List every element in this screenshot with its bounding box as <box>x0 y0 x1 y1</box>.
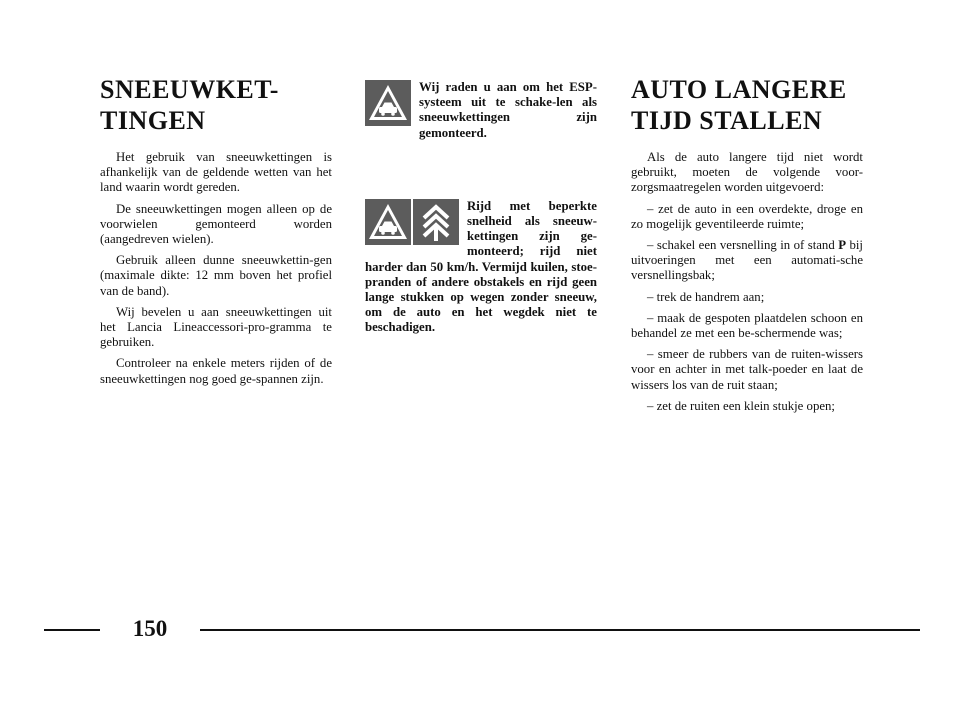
title-line: SNEEUWKET- <box>100 75 279 104</box>
paragraph: De sneeuwkettingen mogen alleen op de voorwielen gemonteerd worden (aangedreven wielen). <box>100 201 332 247</box>
paragraph: Wij bevelen u aan sneeuwkettingen uit het Lancia Lineaccessori-pro-gramma te gebruiken. <box>100 304 332 350</box>
warning-text: Rijd met beperkte snelheid als sneeuw-kettingen zijn ge-monteerd; rijd niet harder dan 50 km/h. Vermijd kuilen, stoe-pranden of andere obstakels en rijd geen lange stukken op wegen zonder sneeuw, om de auto en het wegdek niet te beschadigen. <box>365 198 597 335</box>
column-snow-chains <box>100 74 332 393</box>
list-item: – trek de handrem aan; <box>647 289 765 304</box>
warning-icon-group <box>365 199 459 245</box>
title-line: TIJD STALLEN <box>631 106 823 135</box>
column-warnings <box>365 74 597 336</box>
paragraph: Gebruik alleen dunne sneeuwkettin-gen (maximale dikte: 12 mm boven het profiel van de band). <box>100 253 332 298</box>
section-title-snow-chains <box>100 74 332 136</box>
warning-icon-group <box>365 80 411 126</box>
list-item: – zet de auto in een overdekte, droge en zo mogelijk geventileerde ruimte; <box>631 201 863 231</box>
column-long-storage <box>631 74 863 420</box>
warning-box-esp <box>365 80 597 141</box>
paragraph: Het gebruik van sneeuwkettingen is afhankelijk van de geldende wetten van het land waarin wordt gereden. <box>100 150 332 195</box>
warning-text: Wij raden u aan om het ESP-systeem uit te schake-len als sneeuwkettingen zijn gemonteerd. <box>419 80 597 140</box>
page-footer <box>44 614 920 644</box>
paragraph: Controleer na enkele meters rijden of de sneeuwkettingen nog goed ge-spannen zijn. <box>100 356 332 386</box>
footer-rule-left <box>44 629 100 631</box>
gear-position-p: P <box>838 238 847 253</box>
page-number: 150 <box>132 616 168 641</box>
title-line: AUTO LANGERE <box>631 75 847 104</box>
warning-box-speed <box>365 199 597 336</box>
list-item: – zet de ruiten een klein stukje open; <box>647 398 835 413</box>
warning-triangle-car-icon <box>365 199 411 245</box>
section-title-long-storage <box>631 74 863 136</box>
list-item: – smeer de rubbers van de ruiten-wissers voor en achter in met talk-poeder en laat de wissers los van de ruit staan; <box>631 347 863 392</box>
intro-paragraph: Als de auto langere tijd niet wordt gebruikt, moeten de volgende voor-zorgsmaatregelen worden uitgevoerd: <box>631 150 863 195</box>
title-line: TINGEN <box>100 106 206 135</box>
footer-rule-right <box>200 629 920 631</box>
warning-triangle-car-icon <box>365 80 411 126</box>
list-item: – schakel een versnelling in of stand P bij uitvoeringen met een automati-sche versnellingsbak; <box>631 238 863 283</box>
list-item: – maak de gespoten plaatdelen schoon en behandel ze met een be-schermende was; <box>631 310 863 341</box>
snow-chain-icon <box>413 199 459 245</box>
